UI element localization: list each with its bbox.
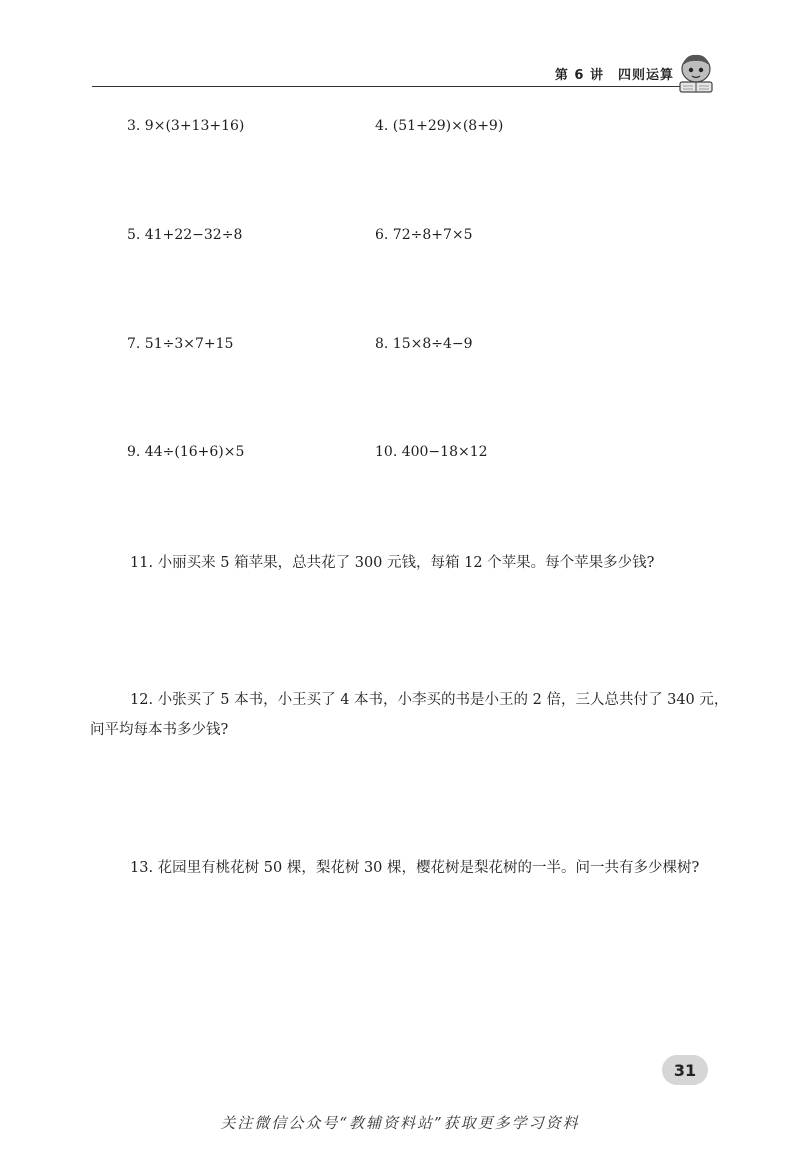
word-problem-11-text: 11. 小丽买来 5 箱苹果，总共花了 300 元钱，每箱 12 个苹果。每个苹果多少钱? xyxy=(130,555,655,571)
page-number-badge: 31 xyxy=(662,1055,708,1085)
footer-note: 关注微信公众号“教辅资料站”获取更多学习资料 xyxy=(220,1114,580,1132)
problem-9: 9. 44÷(16+6)×5 xyxy=(127,444,245,460)
word-problem-12-line-1: 12. 小张买了 5 本书，小王买了 4 本书，小李买的书是小王的 2 倍，三人总共付了 340 元， xyxy=(130,692,729,708)
problem-10: 10. 400−18×12 xyxy=(375,444,488,460)
cartoon-student-reading-icon xyxy=(672,50,720,98)
page-header xyxy=(0,0,800,100)
header-divider xyxy=(92,86,706,87)
problem-4: 4. (51+29)×(8+9) xyxy=(375,118,504,134)
word-problem-11 xyxy=(90,548,720,578)
word-problem-12 xyxy=(90,685,729,745)
lecture-title: 第 6 讲 四则运算 xyxy=(554,68,674,83)
problem-8: 8. 15×8÷4−9 xyxy=(375,336,473,352)
word-problem-12-line-2: 问平均每本书多少钱? xyxy=(90,722,229,738)
word-problem-13-text: 13. 花园里有桃花树 50 棵，梨花树 30 棵，樱花树是梨花树的一半。问一共有多少棵树? xyxy=(130,860,700,876)
word-problem-13 xyxy=(90,853,720,883)
problem-5: 5. 41+22−32÷8 xyxy=(127,227,243,243)
problem-3: 3. 9×(3+13+16) xyxy=(127,118,245,134)
problem-7: 7. 51÷3×7+15 xyxy=(127,336,234,352)
problem-6: 6. 72÷8+7×5 xyxy=(375,227,473,243)
